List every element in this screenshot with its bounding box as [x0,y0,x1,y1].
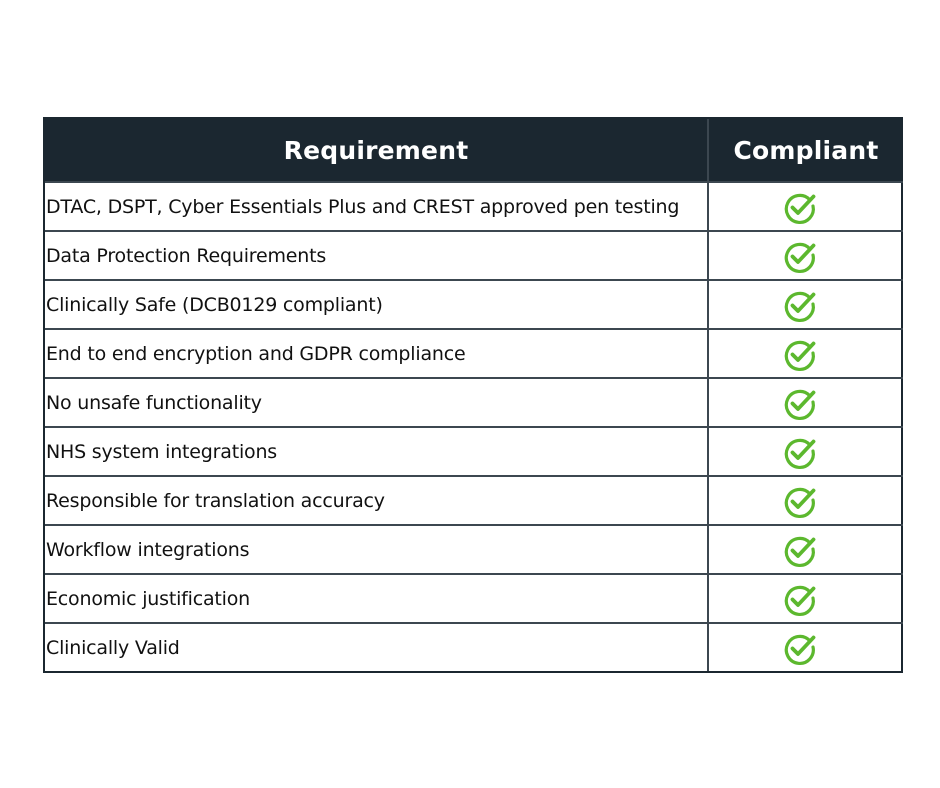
compliant-cell [708,574,903,623]
compliant-cell [708,231,903,280]
requirement-cell: DTAC, DSPT, Cyber Essentials Plus and CREST approved pen testing [45,182,708,231]
check-circle-icon [782,434,818,470]
check-circle-icon [782,532,818,568]
table-row [45,329,903,378]
table-row [45,525,903,574]
compliant-cell [708,280,903,329]
table-row [45,574,903,623]
table-row [45,231,903,280]
requirement-cell: End to end encryption and GDPR compliance [45,329,708,378]
check-circle-icon [782,630,818,666]
requirement-cell: NHS system integrations [45,427,708,476]
table-row [45,427,903,476]
table-row [45,623,903,671]
table-row [45,182,903,231]
table-header-row [45,119,903,182]
table-row [45,280,903,329]
check-circle-icon [782,238,818,274]
compliant-cell [708,623,903,671]
requirement-cell: Clinically Safe (DCB0129 compliant) [45,280,708,329]
requirement-cell: Economic justification [45,574,708,623]
check-circle-icon [782,483,818,519]
requirement-cell: Data Protection Requirements [45,231,708,280]
compliant-column-header: Compliant [708,119,903,182]
compliant-cell [708,525,903,574]
requirement-cell: Clinically Valid [45,623,708,671]
compliance-table-container [43,117,903,673]
requirement-cell: Responsible for translation accuracy [45,476,708,525]
check-circle-icon [782,385,818,421]
requirement-cell: No unsafe functionality [45,378,708,427]
compliance-table [45,119,903,671]
check-circle-icon [782,189,818,225]
check-circle-icon [782,336,818,372]
compliant-cell [708,329,903,378]
compliant-cell [708,378,903,427]
requirement-cell: Workflow integrations [45,525,708,574]
compliant-cell [708,476,903,525]
check-circle-icon [782,287,818,323]
table-row [45,378,903,427]
compliant-cell [708,427,903,476]
table-row [45,476,903,525]
compliant-cell [708,182,903,231]
requirement-column-header: Requirement [45,119,708,182]
check-circle-icon [782,581,818,617]
